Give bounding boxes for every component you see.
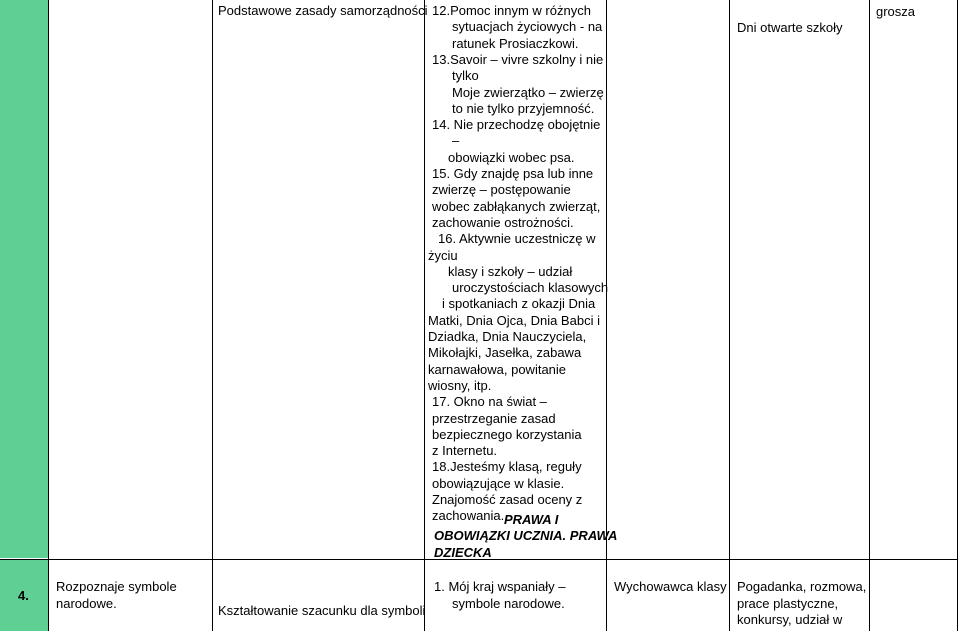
content-line: wiosny, itp. — [428, 377, 492, 393]
topic-cell: Podstawowe zasady samorządności — [218, 3, 428, 18]
form-line: prace plastyczne, — [737, 596, 839, 611]
content-line: sytuacjach życiowych - na — [452, 19, 603, 35]
content-line: obowiązki wobec psa. — [448, 149, 575, 165]
content-italic-line: DZIECKA — [434, 545, 492, 560]
content-line: Moje zwierzątko – zwierzę — [452, 84, 604, 100]
form-line: konkursy, udział w — [737, 612, 843, 627]
content-line: 17. Okno na świat – — [432, 394, 547, 410]
form-cell: grosza — [876, 4, 916, 19]
form-line: Pogadanka, rozmowa, — [737, 579, 867, 594]
content-line: 14. Nie przechodzę obojętnie — [432, 117, 601, 133]
grid-line — [869, 0, 870, 631]
grid-line — [212, 0, 213, 631]
responsible-cell: Dni otwarte szkoły — [737, 20, 843, 35]
content-line: 18.Jesteśmy klasą, reguły — [432, 459, 582, 475]
content-line: ratunek Prosiaczkowi. — [452, 35, 579, 51]
content-line: karnawałowa, powitanie — [428, 361, 567, 377]
content-italic-line: OBOWIĄZKI UCZNIA. PRAWA — [434, 528, 618, 543]
content-line: zachowania. — [432, 508, 505, 524]
content-line: zwierzę – postępowanie — [432, 182, 571, 198]
topic-cell: Kształtowanie szacunku dla symboli — [218, 603, 426, 618]
content-line: z Internetu. — [432, 443, 498, 459]
content-line: Dziadka, Dnia Nauczyciela, — [428, 329, 587, 344]
content-line: to nie tylko przyjemność. — [452, 100, 595, 116]
content-line: zachowanie ostrożności. — [432, 214, 574, 230]
content-line: 1. Mój kraj wspaniały – — [434, 579, 566, 594]
goal-line: narodowe. — [56, 596, 117, 611]
content-line: symbole narodowe. — [452, 596, 565, 611]
row-number: 4. — [18, 588, 29, 603]
content-line: życiu — [428, 247, 458, 263]
content-line: uroczystościach klasowych — [452, 280, 609, 296]
content-line: 13.Savoir – vivre szkolny i nie — [432, 51, 604, 67]
content-line: 16. Aktywnie uczestniczę w — [438, 231, 596, 247]
grid-line — [729, 0, 730, 631]
goal-line: Rozpoznaje symbole — [56, 579, 177, 594]
content-line: i spotkaniach z okazji Dnia — [442, 296, 596, 312]
grid-line — [48, 0, 49, 631]
content-line: tylko — [452, 68, 479, 84]
content-line: klasy i szkoły – udział — [448, 263, 573, 279]
responsible-cell: Wychowawca klasy — [614, 579, 727, 594]
content-line: bezpiecznego korzystania — [432, 426, 582, 442]
content-line: Mikołajki, Jasełka, zabawa — [428, 345, 582, 361]
content-line: 15. Gdy znajdę psa lub inne — [432, 166, 594, 181]
content-line: przestrzeganie zasad — [432, 410, 556, 426]
row-number-cell-top — [0, 0, 48, 558]
grid-line — [424, 0, 425, 631]
content-line: Znajomość zasad oceny z — [432, 492, 583, 507]
content-line: – — [452, 133, 460, 149]
content-line: obowiązujące w klasie. — [432, 475, 565, 491]
content-line: wobec zabłąkanych zwierząt, — [432, 198, 601, 214]
content-italic-line: PRAWA I — [504, 512, 559, 527]
content-line: Matki, Dnia Ojca, Dnia Babci i — [428, 312, 600, 328]
content-line: 12.Pomoc innym w różnych — [432, 3, 591, 18]
grid-line — [957, 0, 958, 631]
